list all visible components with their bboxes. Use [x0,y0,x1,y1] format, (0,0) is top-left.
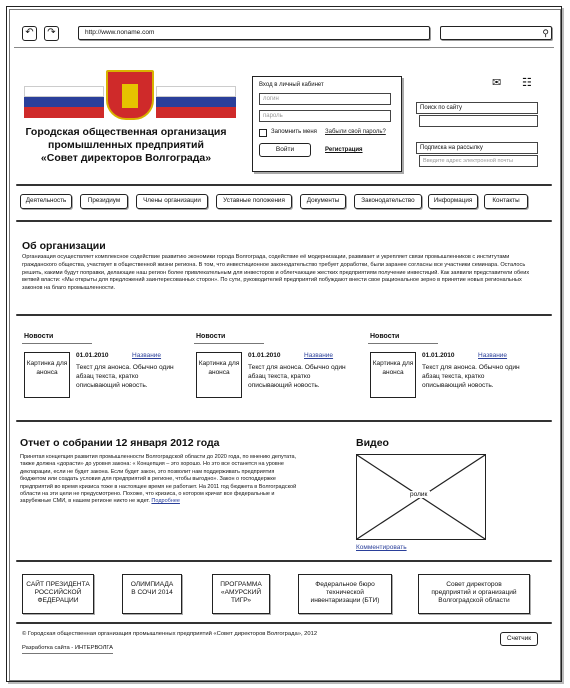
banner-bti[interactable] [298,574,392,614]
news-block-2 [194,330,354,412]
banner-line: Совет директоров [446,581,502,588]
forward-arrow-icon[interactable]: ↷ [44,26,59,41]
login-panel [252,76,402,172]
developer-link[interactable]: Разработка сайта - ИНТЕРВОЛГА [22,645,113,654]
report-text-block [20,454,298,506]
banner-line: РОССИЙСКОЙ [34,589,82,596]
site-header [14,60,554,188]
password-field[interactable]: пароль [259,110,391,122]
logo[interactable] [24,70,236,120]
mail-icon[interactable]: ✉ [492,77,502,89]
news-picture[interactable]: Картинка для анонса [370,352,416,398]
login-caption: Вход в личный кабинет [259,82,324,88]
news-text: Текст для анонса. Обычно один абзац текста, кратко описывающий новость. [76,364,174,389]
forgot-password-link[interactable]: Забыли свой пароль? [325,129,386,135]
about-title: Об организации [22,240,106,252]
report-title: Отчет о собрании 12 января 2012 года [20,437,220,449]
news-title-link[interactable]: Название [132,352,162,359]
video-title: Видео [356,437,389,449]
content-divider [16,560,552,562]
site-search-label: Поиск по сайту [416,102,538,114]
news-title-link[interactable]: Название [304,352,334,359]
banner-directors-council[interactable] [418,574,530,614]
news-header: Новости [22,330,92,344]
url-field[interactable]: http://www.noname.com [78,26,430,40]
footer-divider [16,622,552,624]
video-placeholder-label: ролик [407,491,430,498]
banner-olympics-sochi[interactable] [122,574,182,614]
video-player[interactable] [356,454,486,540]
banner-line: ФЕДЕРАЦИИ [37,597,79,604]
more-link[interactable]: Подробнее [151,498,180,505]
news-date: 01.01.2010 [422,352,455,359]
menu-item-presidium[interactable]: Президиум [80,194,128,209]
banner-line: ТИГР» [230,597,252,604]
login-button[interactable]: Войти [259,143,311,157]
register-link[interactable]: Регистрация [325,147,363,153]
header-divider [16,184,552,186]
news-header: Новости [368,330,438,344]
copyright-text: © Городская общественная организация промышленных предприятий «Совет директоров Волгограда», 2012 [22,631,318,637]
menu-item-contacts[interactable]: Контакты [484,194,528,209]
news-date: 01.01.2010 [248,352,281,359]
site-search [416,102,538,127]
news-header: Новости [194,330,264,344]
banner-president-site[interactable] [22,574,94,614]
banner-line: САЙТ ПРЕЗИДЕНТА [26,581,90,588]
menu-item-members[interactable]: Члены организации [136,194,208,209]
comment-link[interactable]: Комментировать [356,544,407,551]
banner-line: ПРОГРАММА [220,581,262,588]
back-arrow-icon[interactable]: ↶ [22,26,37,41]
volgograd-crest-icon [106,70,154,120]
remember-checkbox[interactable] [259,129,267,137]
news-picture[interactable]: Картинка для анонса [196,352,242,398]
banner-line: предприятий и организаций [431,589,517,596]
menu-item-information[interactable]: Информация [428,194,478,209]
menu-divider [16,220,552,222]
sitemap-icon[interactable]: ☷ [522,77,532,89]
org-title-line-3: «Совет директоров Волгограда» [40,152,212,164]
browser-bar [14,20,554,48]
subscribe-label: Подписка на рассылку [416,142,538,154]
org-title-line-1: Городская общественная организация [25,126,227,138]
banner-line: технической [326,589,364,596]
banner-line: ОЛИМПИАДА [130,581,174,588]
banner-line: инвентаризации (БТИ) [310,597,380,604]
menu-item-statutes[interactable]: Уставные положения [216,194,292,209]
report-text: Принятая концепция развития промышленности Волгоградской области до 2020 года, по мнению депутата, также должна «дорасти» до уровня закона: « Концепция – это хорошо. Но это все останется на уровне декларации, если не будет закона. Если будет закон, это позволит нам поддерживать предприятия бюджетом или создать условия для предприятий в регионе, чтобы выгодно». Закон о господдержке предприятий во время кризиса тоже в настоящее время не работает. На 2011 год бюджета в Волгоградской области на эти цели не предусмотрено. Похоже, что кризиса, о котором кричат все федеральные и зарубежные СМИ, в нашем регионе никто не ждет. [20,454,297,505]
partner-banners [22,574,534,616]
russian-flag-left [24,86,104,118]
browser-search-field[interactable] [440,26,552,40]
login-field[interactable]: логин [259,93,391,105]
main-menu [20,194,540,210]
magnifier-icon[interactable]: ⚲ [542,28,549,38]
org-title-line-2: промышленных предприятий [48,139,204,151]
banner-line: «АМУРСКИЙ [220,589,262,596]
news-block-1 [22,330,182,412]
russian-flag-right [156,86,236,118]
menu-item-legislation[interactable]: Законодательство [354,194,422,209]
news-picture[interactable]: Картинка для анонса [24,352,70,398]
subscribe-box [416,142,538,167]
menu-item-activity[interactable]: Деятельность [20,194,72,209]
banner-line: В СОЧИ 2014 [131,589,173,596]
header-icons [492,76,548,92]
news-divider [16,420,552,422]
subscribe-email-input[interactable]: Введите адрес электронной почты [419,155,538,167]
news-block-3 [368,330,528,412]
news-date: 01.01.2010 [76,352,109,359]
news-text: Текст для анонса. Обычно один абзац текста, кратко описывающий новость. [422,364,520,389]
menu-item-documents[interactable]: Документы [300,194,346,209]
visit-counter[interactable]: Счетчик [500,632,538,646]
banner-line: Волгоградской области [438,597,510,604]
news-title-link[interactable]: Название [478,352,508,359]
about-text: Организация осуществляет комплексное содействие развитию экономики города Волгограда, содействие её модернизации, развивает и укрепляет связи промышленников с институтами гражданского общества, участвует в общественной жизни региона. В том, что инвестиционное законодательство требует доработки, были заранее согласны все участники семинара. Осталось решить, какими будут поправки, делающие наш регион более привлекательным для инвесторов и облегчающие жестких предприятиям получение инвестиций. Как заявили представители обеих ветвей власти: «Мы открыты для предложений заинтересованных сторон». По сути, руководителей предприятий побуждают внести свое рациональное зерно в принятие новых региональных законов на благо промышленности. [22,254,530,292]
news-text: Текст для анонса. Обычно один абзац текста, кратко описывающий новость. [248,364,346,389]
banner-amur-tiger[interactable] [212,574,270,614]
about-divider [16,314,552,316]
banner-line: Федеральное бюро [315,581,375,588]
site-search-input[interactable] [419,115,538,127]
remember-label: Запомнить меня [271,129,317,135]
organization-title [18,126,234,165]
